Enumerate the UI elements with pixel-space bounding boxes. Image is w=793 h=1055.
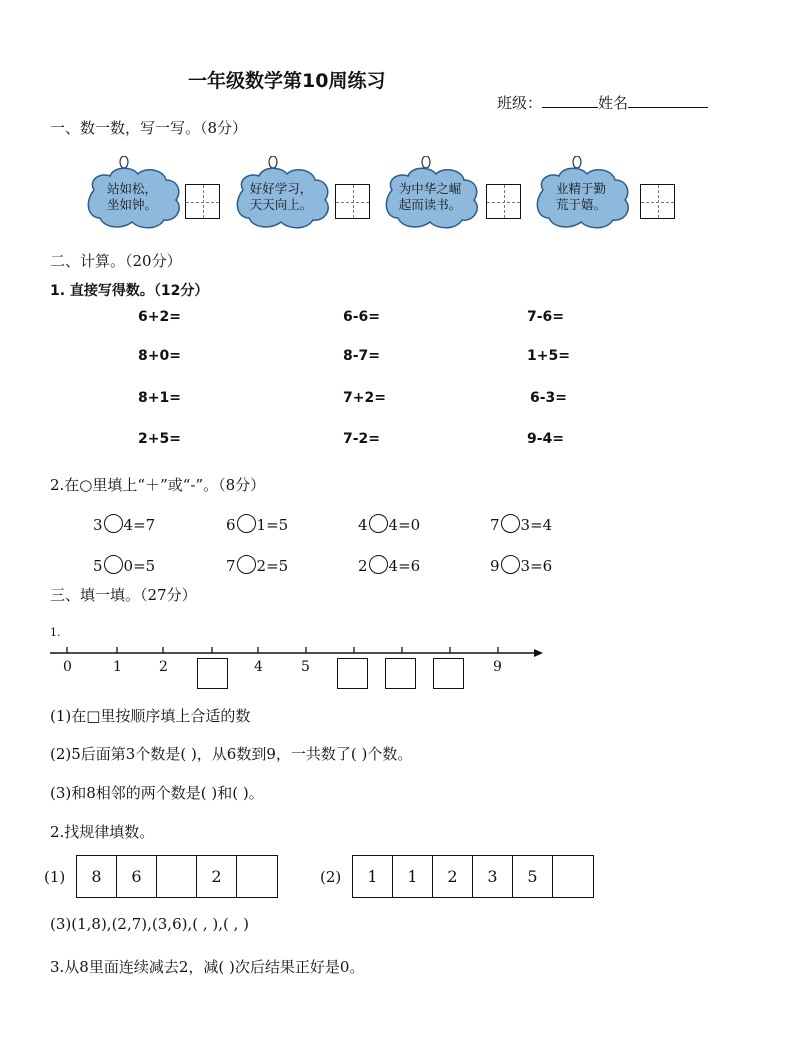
cloud-text-4: 业精于勤 荒于嬉。 (555, 181, 606, 212)
calc-item: 7+2= (343, 390, 386, 406)
class-label: 班级： (497, 94, 543, 112)
seq-cell: 3 (473, 856, 513, 897)
circle-item: 7 2=5 (226, 557, 289, 575)
calc-item: 9-4= (527, 431, 565, 447)
seq-cell: 2 (433, 856, 473, 897)
operator-circle[interactable] (237, 555, 256, 574)
circle-item: 7 3=4 (490, 516, 553, 534)
q2-heading: 2.在○里填上“＋”或“-”。（8分） (50, 476, 266, 494)
seq-cell: 8 (77, 856, 117, 897)
operator-circle[interactable] (104, 514, 123, 533)
seq-cell-blank[interactable] (157, 856, 197, 897)
write-box-4[interactable] (640, 184, 675, 219)
calc-item: 8+1= (138, 390, 181, 406)
write-box-3[interactable] (486, 184, 521, 219)
operator-circle[interactable] (237, 514, 256, 533)
q3-1-label: 1. (50, 626, 61, 639)
seq-cell: 5 (513, 856, 553, 897)
tick-label: 2 (159, 659, 168, 675)
seq-cell-blank[interactable] (237, 856, 277, 897)
circle-item: 4 4=0 (358, 516, 421, 534)
number-line-box[interactable] (337, 658, 368, 689)
cloud-card-1 (84, 156, 184, 234)
cloud-text-3: 为中华之崛 起而读书。 (398, 181, 462, 212)
tick-label: 1 (113, 659, 122, 675)
seq-cell-blank[interactable] (553, 856, 593, 897)
name-label: 姓名 (598, 94, 629, 112)
seq2-label: (2) (320, 868, 342, 886)
seq1-label: (1) (44, 868, 66, 886)
operator-circle[interactable] (501, 514, 520, 533)
seq3: (3)(1,8),(2,7),(3,6),( , ),( , ) (50, 915, 250, 933)
circle-item: 6 1=5 (226, 516, 289, 534)
calc-item: 7-2= (343, 431, 381, 447)
seq-cell: 2 (197, 856, 237, 897)
write-box-2[interactable] (335, 184, 370, 219)
calc-item: 7-6= (527, 309, 565, 325)
q3-3: 3.从8里面连续减去2，减( )次后结果正好是0。 (50, 958, 365, 976)
calc-item: 1+5= (527, 348, 570, 364)
tick-label: 9 (493, 659, 502, 675)
circle-item: 5 0=5 (93, 557, 156, 575)
calc-item: 6+2= (138, 309, 181, 325)
tick-label: 0 (63, 659, 72, 675)
cloud-card-2 (233, 156, 333, 234)
q3-2-heading: 2.找规律填数。 (50, 823, 155, 841)
page-title: 一年级数学第10周练习 (188, 70, 386, 92)
operator-circle[interactable] (369, 514, 388, 533)
cloud-card-3 (382, 156, 482, 234)
calc-item: 6-3= (530, 390, 568, 406)
number-line (50, 644, 545, 660)
sequence-2 (352, 855, 594, 898)
class-blank[interactable] (542, 92, 598, 108)
write-box-1[interactable] (185, 184, 220, 219)
calc-item: 8+0= (138, 348, 181, 364)
cloud-card-4 (533, 156, 633, 234)
calc-item: 6-6= (343, 309, 381, 325)
number-line-box[interactable] (385, 658, 416, 689)
sequence-1 (76, 855, 278, 898)
cloud-text-1: 站如松， 坐如钟。 (106, 181, 157, 212)
circle-item: 9 3=6 (490, 557, 553, 575)
circle-item: 2 4=6 (358, 557, 421, 575)
seq-cell: 1 (393, 856, 433, 897)
q3-1-part1: (1)在□里按顺序填上合适的数 (50, 707, 251, 725)
q1-heading: 1. 直接写得数。（12分） (50, 283, 209, 299)
seq-cell: 1 (353, 856, 393, 897)
operator-circle[interactable] (501, 555, 520, 574)
operator-circle[interactable] (104, 555, 123, 574)
section3-heading: 三、填一填。（27分） (50, 586, 197, 604)
number-line-box[interactable] (433, 658, 464, 689)
q3-1-part2: (2)5后面第3个数是( )，从6数到9，一共数了( )个数。 (50, 745, 413, 763)
tick-label: 4 (254, 659, 263, 675)
seq-cell: 6 (117, 856, 157, 897)
calc-item: 2+5= (138, 431, 181, 447)
tick-label: 5 (301, 659, 310, 675)
section2-heading: 二、计算。（20分） (50, 252, 182, 270)
name-blank[interactable] (628, 92, 708, 108)
cloud-text-2: 好好学习， 天天向上。 (249, 181, 313, 212)
class-name-line (497, 92, 708, 113)
circle-item: 3 4=7 (93, 516, 156, 534)
operator-circle[interactable] (369, 555, 388, 574)
number-line-box[interactable] (197, 658, 228, 689)
q3-1-part3: (3)和8相邻的两个数是( )和( )。 (50, 784, 264, 802)
calc-item: 8-7= (343, 348, 381, 364)
section1-heading: 一、数一数，写一写。（8分） (50, 119, 248, 137)
